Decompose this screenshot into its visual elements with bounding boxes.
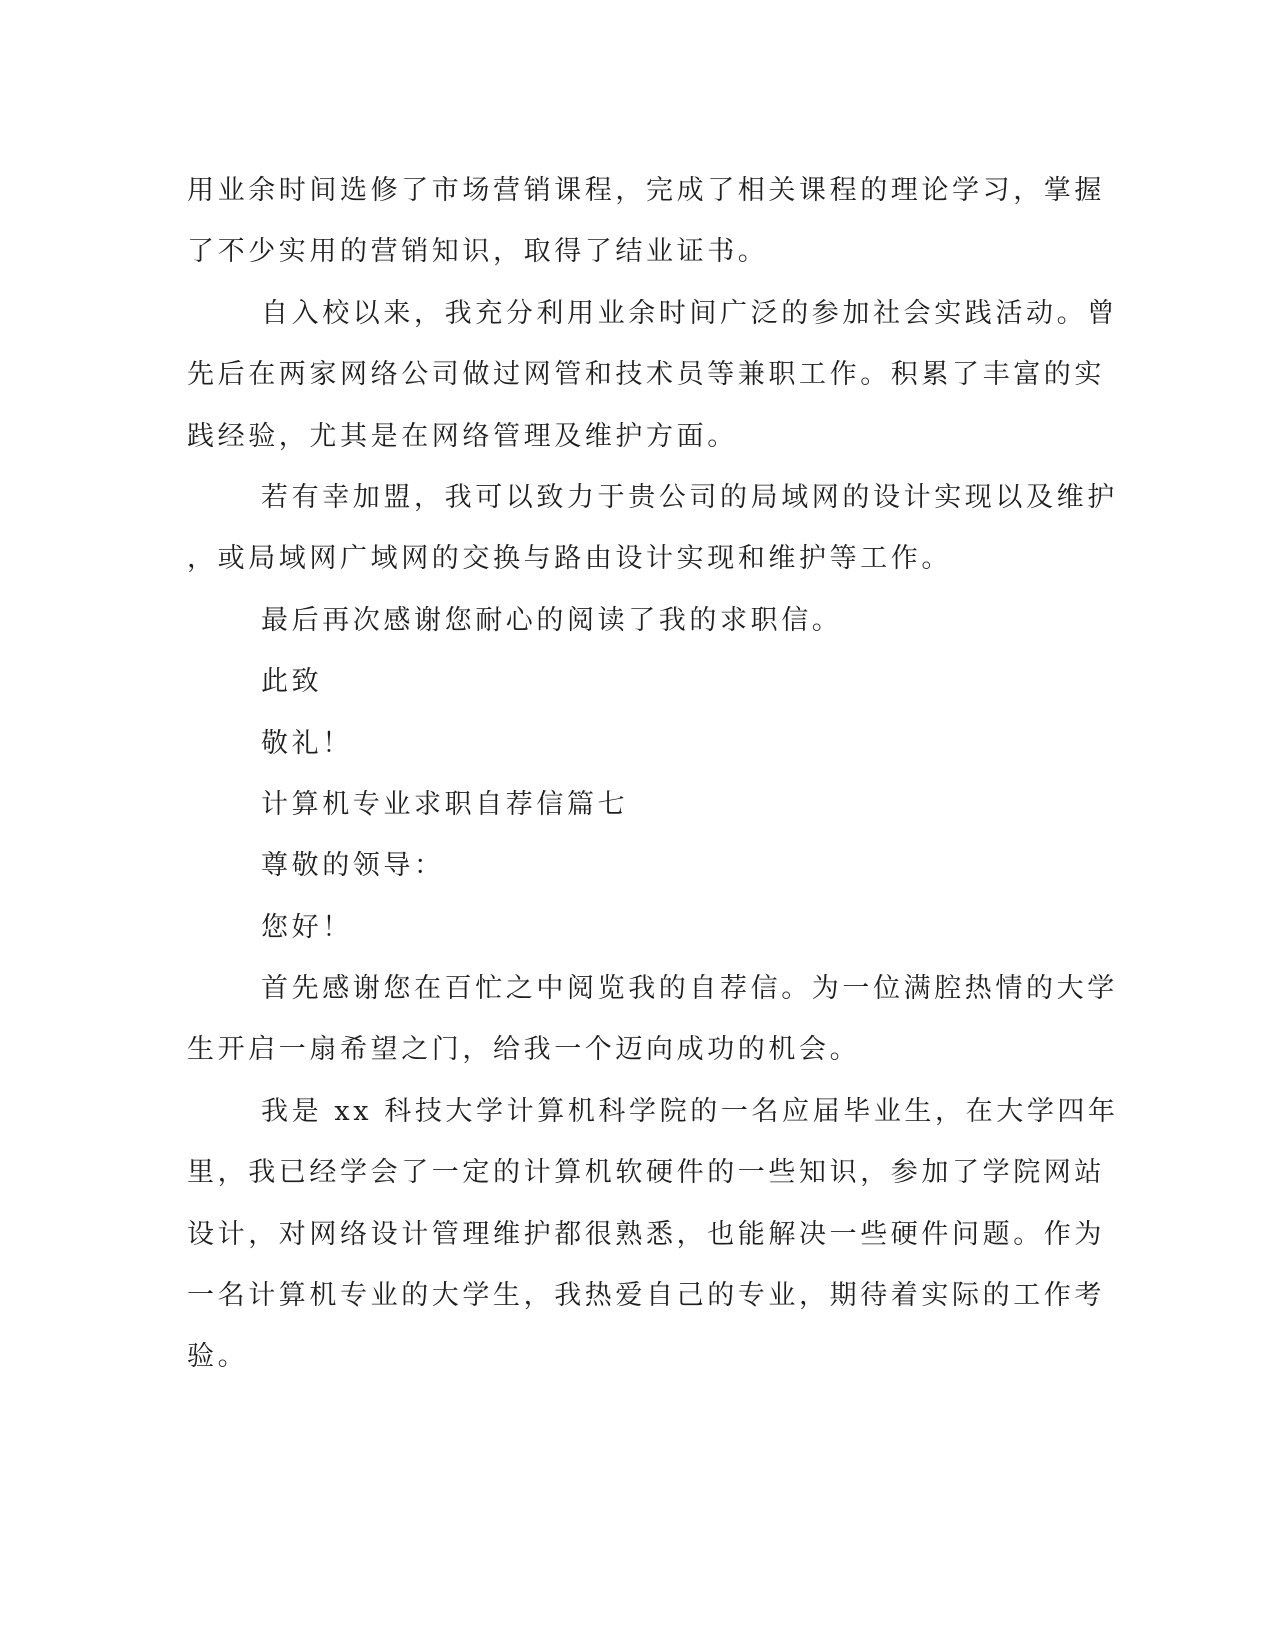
closing-regards: 敬礼！ [261, 727, 353, 759]
text-line: 首先感谢您在百忙之中阅览我的自荐信。为一位满腔热情的大学 [261, 973, 1118, 1005]
text-line: 自入校以来，我充分利用业余时间广泛的参加社会实践活动。曾 [261, 297, 1118, 329]
text-line: 验。 [187, 1341, 249, 1373]
text-line: 里，我已经学会了一定的计算机软硬件的一些知识，参加了学院网站 [187, 1157, 1105, 1189]
text-line: 了不少实用的营销知识，取得了结业证书。 [187, 236, 769, 268]
text-line: 最后再次感谢您耐心的阅读了我的求职信。 [261, 604, 843, 636]
greeting-address: 尊敬的领导： [261, 850, 445, 882]
greeting: 您好！ [261, 911, 353, 943]
text-line: 设计，对网络设计管理维护都很熟悉，也能解决一些硬件问题。作为 [187, 1218, 1105, 1250]
text-line: ，或局域网广域网的交换与路由设计实现和维护等工作。 [187, 543, 952, 575]
text-line: 若有幸加盟，我可以致力于贵公司的局域网的设计实现以及维护 [261, 481, 1118, 513]
text-line: 践经验，尤其是在网络管理及维护方面。 [187, 420, 738, 452]
closing-salutation: 此致 [261, 666, 323, 698]
section-heading: 计算机专业求职自荐信篇七 [261, 788, 629, 820]
letter-body [187, 160, 1119, 1388]
text-line: 先后在两家网络公司做过网管和技术员等兼职工作。积累了丰富的实 [187, 359, 1105, 391]
text-line: 一名计算机专业的大学生，我热爱自己的专业，期待着实际的工作考 [187, 1280, 1105, 1312]
text-line: 用业余时间选修了市场营销课程，完成了相关课程的理论学习，掌握 [187, 175, 1105, 206]
text-line: 我是 xx 科技大学计算机科学院的一名应届毕业生，在大学四年 [261, 1095, 1119, 1127]
text-line: 生开启一扇希望之门，给我一个迈向成功的机会。 [187, 1034, 861, 1066]
